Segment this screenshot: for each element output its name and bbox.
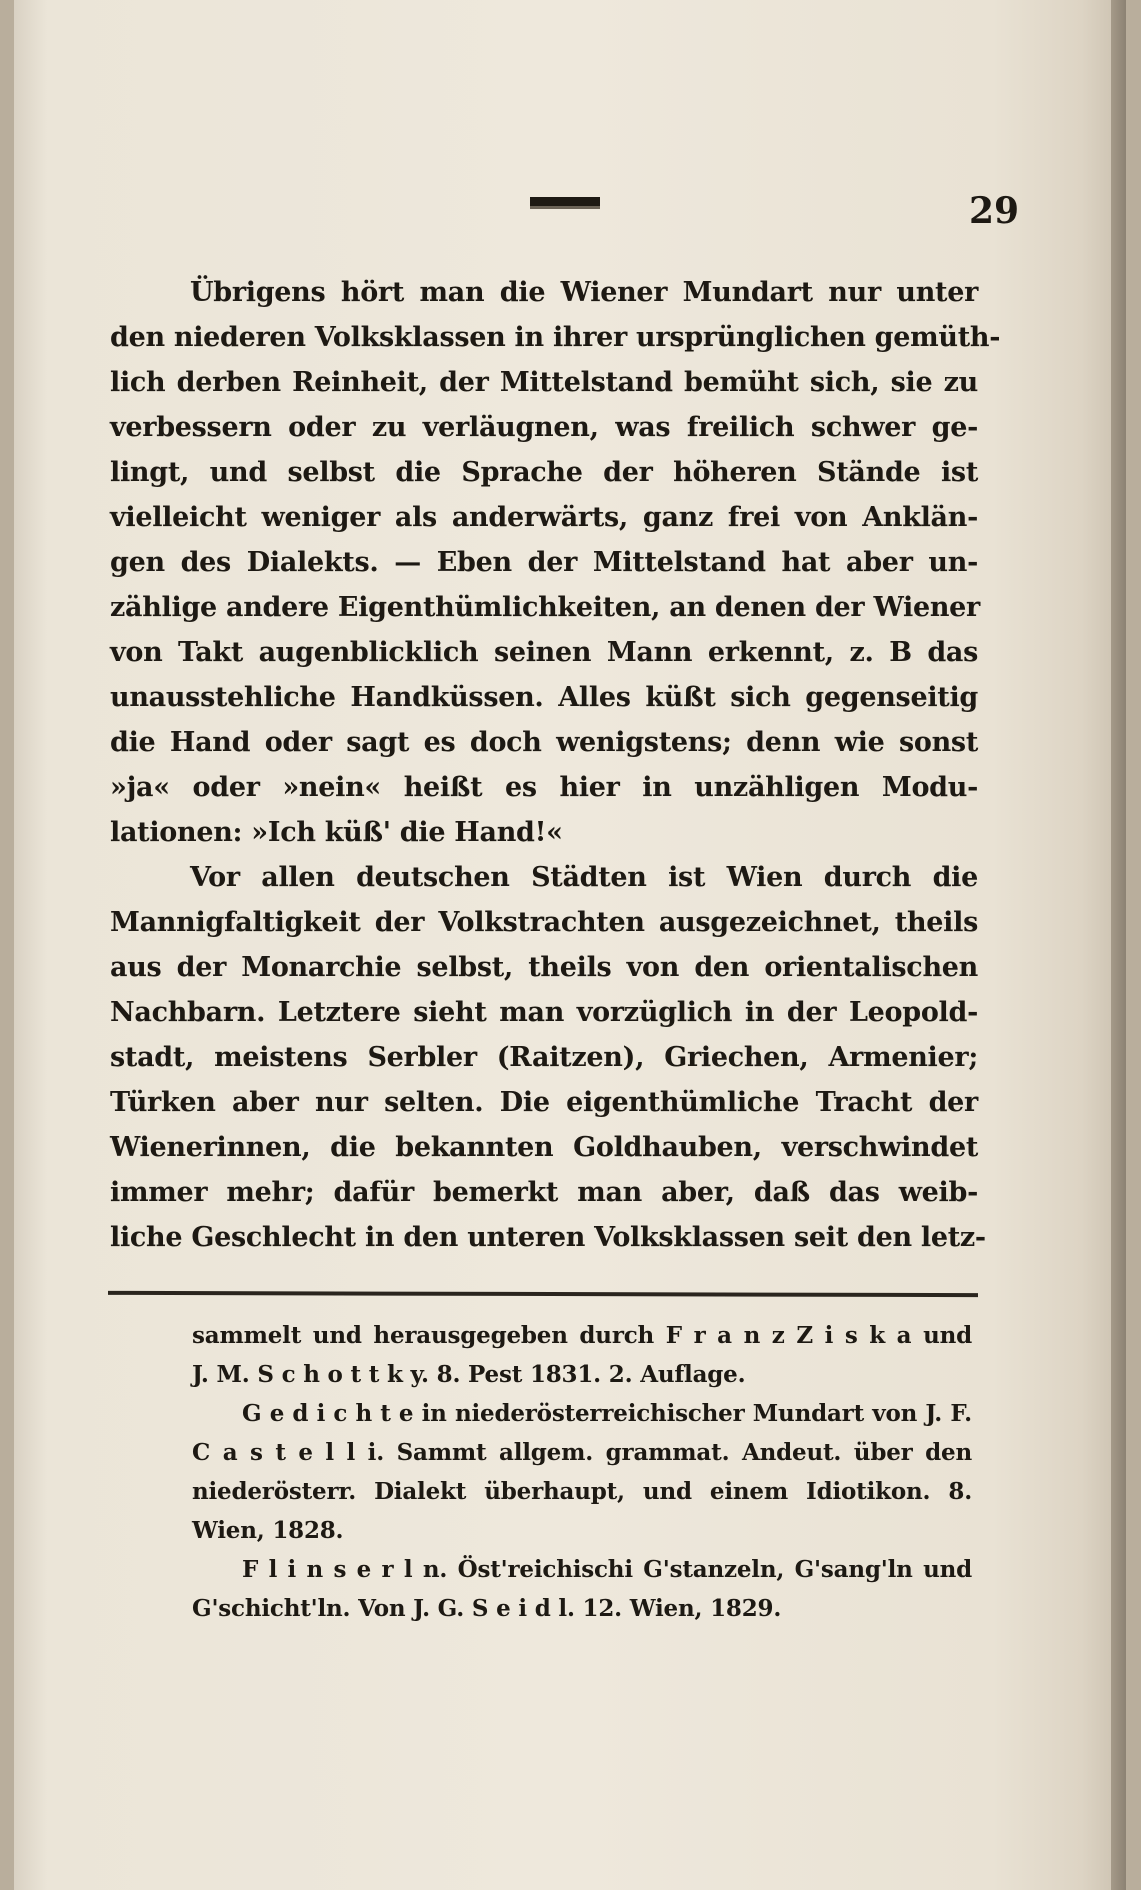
page-edge (1111, 0, 1126, 1890)
text-line: lationen: »Ich küß' die Hand!« (110, 817, 563, 848)
text-line: stadt, meistens Serbler (Raitzen), Griechen, Armenier; (110, 1042, 978, 1073)
footnote-line: G e d i c h t e in niederösterreichischer Mundart von J. F. (242, 1400, 972, 1427)
text-line: liche Geschlecht in den unteren Volksklassen seit den letz- (110, 1222, 986, 1253)
text-line: verbessern oder zu verläugnen, was freilich schwer ge- (110, 412, 978, 443)
text-line: die Hand oder sagt es doch wenigstens; denn wie sonst (110, 727, 978, 758)
footnote-line: sammelt und herausgegeben durch F r a n z Z i s k a und (192, 1322, 972, 1349)
text-line: von Takt augenblicklich seinen Mann erkennt, z. B das (110, 637, 978, 668)
text-line: »ja« oder »nein« heißt es hier in unzähligen Modu- (110, 772, 978, 803)
footnote-line: niederösterr. Dialekt überhaupt, und einem Idiotikon. 8. (192, 1478, 972, 1505)
text-line: gen des Dialekts. — Eben der Mittelstand hat aber un- (110, 547, 978, 578)
text-line: Nachbarn. Letztere sieht man vorzüglich in der Leopold- (110, 997, 978, 1028)
book-page (14, 0, 1126, 1890)
text-line: lingt, und selbst die Sprache der höheren Stände ist (110, 457, 978, 488)
text-line: Türken aber nur selten. Die eigenthümliche Tracht der (110, 1087, 978, 1118)
page-number: 29 (969, 190, 1020, 232)
text-line: Vor allen deutschen Städten ist Wien durch die (190, 862, 978, 893)
text-line: Übrigens hört man die Wiener Mundart nur unter (190, 277, 978, 308)
text-line: lich derben Reinheit, der Mittelstand bemüht sich, sie zu (110, 367, 978, 398)
footnote-line: F l i n s e r l n. Öst'reichischi G'stanzeln, G'sang'ln und (242, 1556, 972, 1583)
body-text (110, 270, 1001, 1260)
text-line: den niederen Volksklassen in ihrer ursprünglichen gemüth- (110, 322, 1001, 353)
text-line: unausstehliche Handküssen. Alles küßt sich gegenseitig (110, 682, 978, 713)
text-line: aus der Monarchie selbst, theils von den orientalischen (110, 952, 978, 983)
header-rule (530, 197, 600, 209)
footnote-line: G'schicht'ln. Von J. G. S e i d l. 12. Wien, 1829. (192, 1595, 782, 1622)
text-line: Wienerinnen, die bekannten Goldhauben, verschwindet (110, 1132, 978, 1163)
footnote-line: Wien, 1828. (192, 1517, 344, 1544)
text-line: Mannigfaltigkeit der Volkstrachten ausgezeichnet, theils (110, 907, 978, 938)
footnotes (192, 1316, 972, 1628)
footnote-line: J. M. S c h o t t k y. 8. Pest 1831. 2. Auflage. (192, 1361, 746, 1388)
text-line: zählige andere Eigenthümlichkeiten, an denen der Wiener (110, 592, 980, 623)
text-line: vielleicht weniger als anderwärts, ganz frei von Anklän- (110, 502, 978, 533)
text-line: immer mehr; dafür bemerkt man aber, daß das weib- (110, 1177, 978, 1208)
footnote-line: C a s t e l l i. Sammt allgem. grammat. Andeut. über den (192, 1439, 972, 1466)
footnote-rule (108, 1291, 978, 1297)
